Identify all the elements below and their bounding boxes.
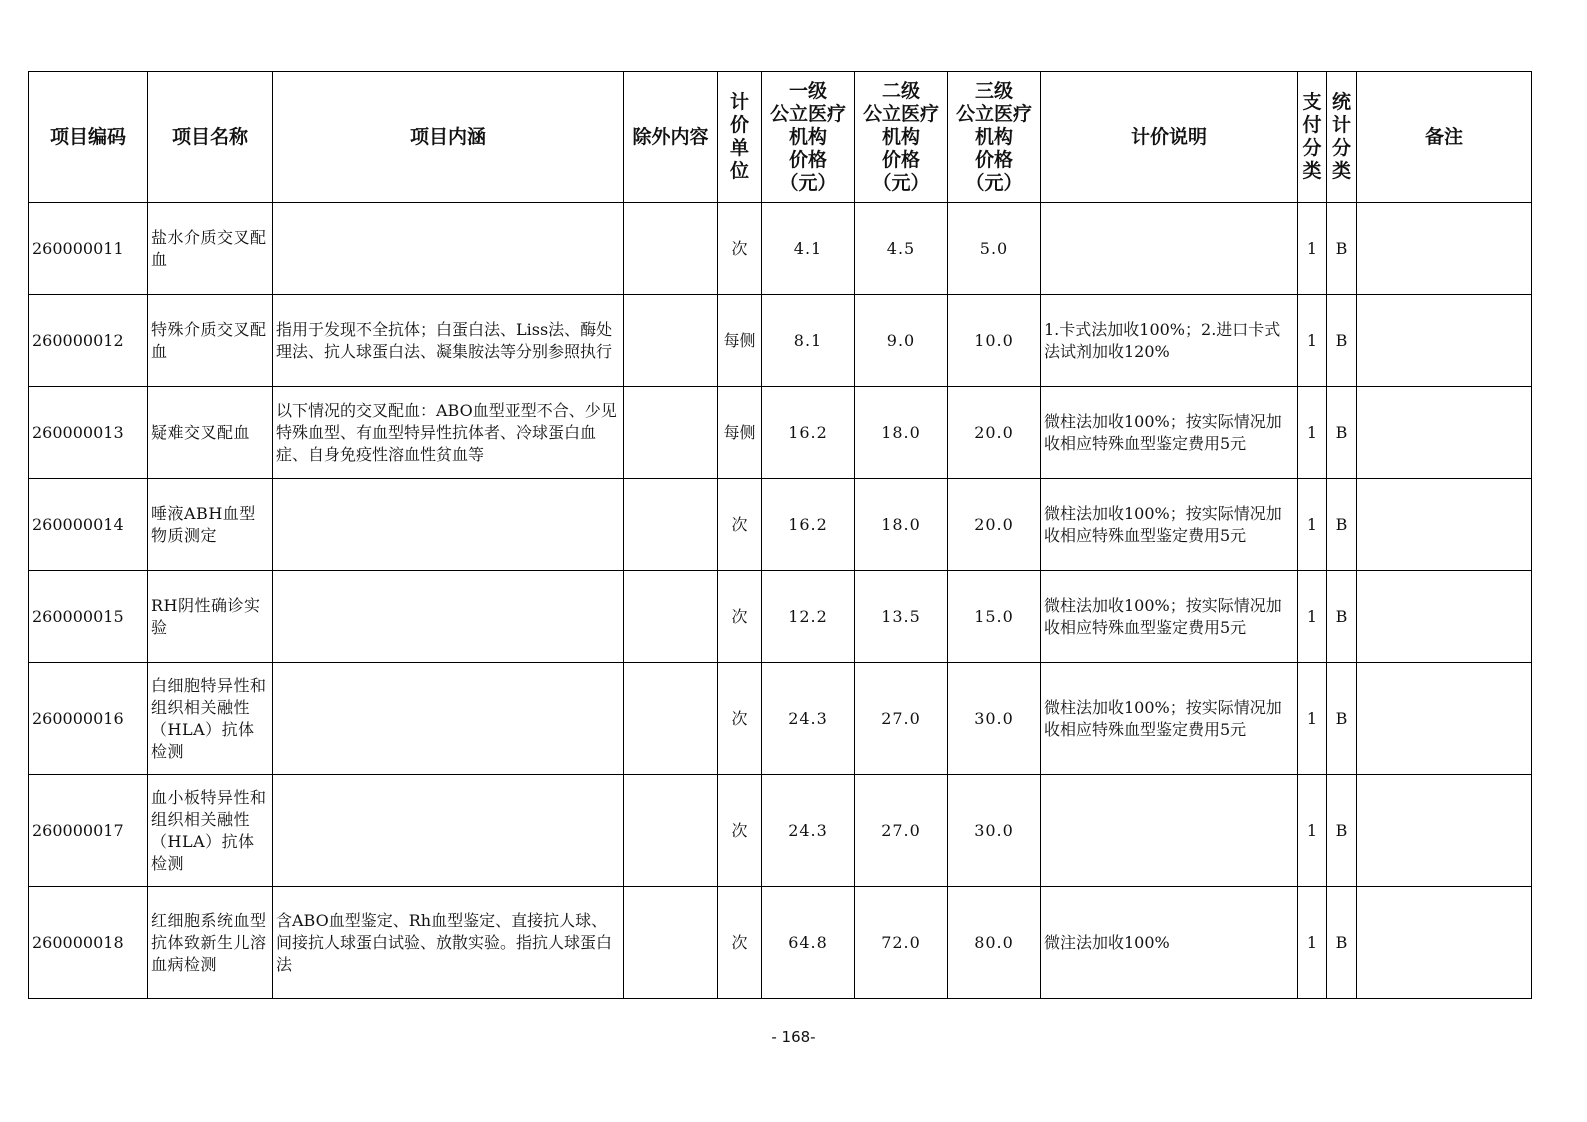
cell-code: 260000012 (29, 295, 148, 387)
cell-remarks (1357, 571, 1532, 663)
cell-remarks (1357, 887, 1532, 999)
cell-code: 260000016 (29, 663, 148, 775)
header-price-level2: 二级 公立医疗 机构 价格 （元） (855, 72, 948, 203)
cell-exclusion (624, 295, 718, 387)
cell-unit: 每侧 (718, 387, 762, 479)
cell-remarks (1357, 663, 1532, 775)
price-table (28, 71, 1532, 999)
cell-statistics: B (1327, 663, 1357, 775)
cell-content (273, 479, 624, 571)
cell-unit: 次 (718, 203, 762, 295)
cell-payment: 1 (1298, 887, 1327, 999)
cell-price-level3: 15.0 (948, 571, 1041, 663)
cell-exclusion (624, 887, 718, 999)
cell-exclusion (624, 479, 718, 571)
cell-statistics: B (1327, 479, 1357, 571)
cell-explanation: 微柱法加收100%；按实际情况加收相应特殊血型鉴定费用5元 (1041, 571, 1298, 663)
cell-code: 260000015 (29, 571, 148, 663)
table-row (29, 387, 1532, 479)
cell-payment: 1 (1298, 387, 1327, 479)
cell-unit: 次 (718, 775, 762, 887)
cell-price-level2: 18.0 (855, 479, 948, 571)
cell-exclusion (624, 663, 718, 775)
table-row (29, 775, 1532, 887)
cell-price-level2: 4.5 (855, 203, 948, 295)
cell-name: RH阴性确诊实验 (148, 571, 273, 663)
cell-statistics: B (1327, 203, 1357, 295)
cell-remarks (1357, 775, 1532, 887)
cell-exclusion (624, 775, 718, 887)
cell-name: 血小板特异性和组织相关融性（HLA）抗体检测 (148, 775, 273, 887)
cell-price-level1: 12.2 (762, 571, 855, 663)
cell-payment: 1 (1298, 571, 1327, 663)
cell-explanation (1041, 203, 1298, 295)
cell-price-level2: 27.0 (855, 775, 948, 887)
cell-price-level3: 80.0 (948, 887, 1041, 999)
cell-content (273, 663, 624, 775)
table-row (29, 295, 1532, 387)
cell-price-level2: 18.0 (855, 387, 948, 479)
cell-unit: 次 (718, 887, 762, 999)
cell-code: 260000017 (29, 775, 148, 887)
cell-name: 唾液ABH血型物质测定 (148, 479, 273, 571)
cell-explanation: 微柱法加收100%；按实际情况加收相应特殊血型鉴定费用5元 (1041, 479, 1298, 571)
cell-name: 白细胞特异性和组织相关融性（HLA）抗体检测 (148, 663, 273, 775)
cell-price-level3: 5.0 (948, 203, 1041, 295)
cell-code: 260000014 (29, 479, 148, 571)
cell-payment: 1 (1298, 203, 1327, 295)
cell-name: 盐水介质交叉配血 (148, 203, 273, 295)
cell-price-level1: 8.1 (762, 295, 855, 387)
cell-unit: 次 (718, 479, 762, 571)
cell-price-level3: 20.0 (948, 387, 1041, 479)
header-statistics: 统计分类 (1327, 72, 1357, 203)
header-price-level3: 三级 公立医疗 机构 价格 （元） (948, 72, 1041, 203)
cell-unit: 每侧 (718, 295, 762, 387)
cell-exclusion (624, 571, 718, 663)
cell-price-level1: 4.1 (762, 203, 855, 295)
table-row (29, 663, 1532, 775)
cell-price-level1: 24.3 (762, 663, 855, 775)
cell-content (273, 571, 624, 663)
header-explanation: 计价说明 (1041, 72, 1298, 203)
cell-statistics: B (1327, 571, 1357, 663)
cell-statistics: B (1327, 295, 1357, 387)
cell-price-level3: 20.0 (948, 479, 1041, 571)
cell-price-level3: 30.0 (948, 663, 1041, 775)
cell-name: 红细胞系统血型抗体致新生儿溶血病检测 (148, 887, 273, 999)
table-row (29, 887, 1532, 999)
cell-payment: 1 (1298, 295, 1327, 387)
cell-explanation: 微柱法加收100%；按实际情况加收相应特殊血型鉴定费用5元 (1041, 387, 1298, 479)
header-price-level1: 一级 公立医疗 机构 价格 （元） (762, 72, 855, 203)
cell-price-level2: 9.0 (855, 295, 948, 387)
cell-unit: 次 (718, 571, 762, 663)
cell-payment: 1 (1298, 663, 1327, 775)
cell-content (273, 775, 624, 887)
header-payment: 支付分类 (1298, 72, 1327, 203)
cell-price-level3: 30.0 (948, 775, 1041, 887)
cell-payment: 1 (1298, 775, 1327, 887)
cell-unit: 次 (718, 663, 762, 775)
cell-explanation: 微柱法加收100%；按实际情况加收相应特殊血型鉴定费用5元 (1041, 663, 1298, 775)
cell-price-level1: 16.2 (762, 479, 855, 571)
page-number: - 168- (771, 1028, 816, 1046)
header-content: 项目内涵 (273, 72, 624, 203)
cell-remarks (1357, 203, 1532, 295)
cell-payment: 1 (1298, 479, 1327, 571)
cell-price-level2: 13.5 (855, 571, 948, 663)
cell-code: 260000013 (29, 387, 148, 479)
cell-statistics: B (1327, 887, 1357, 999)
header-name: 项目名称 (148, 72, 273, 203)
cell-price-level1: 16.2 (762, 387, 855, 479)
cell-code: 260000011 (29, 203, 148, 295)
cell-explanation (1041, 775, 1298, 887)
cell-price-level1: 64.8 (762, 887, 855, 999)
cell-content: 以下情况的交叉配血：ABO血型亚型不合、少见特殊血型、有血型特异性抗体者、冷球蛋白血症、自身免疫性溶血性贫血等 (273, 387, 624, 479)
cell-remarks (1357, 295, 1532, 387)
cell-code: 260000018 (29, 887, 148, 999)
cell-content: 指用于发现不全抗体；白蛋白法、Liss法、酶处理法、抗人球蛋白法、凝集胺法等分别参照执行 (273, 295, 624, 387)
cell-content: 含ABO血型鉴定、Rh血型鉴定、直接抗人球、间接抗人球蛋白试验、放散实验。指抗人球蛋白法 (273, 887, 624, 999)
cell-price-level2: 72.0 (855, 887, 948, 999)
table-row (29, 203, 1532, 295)
cell-name: 特殊介质交叉配血 (148, 295, 273, 387)
header-row (29, 72, 1532, 203)
cell-name: 疑难交叉配血 (148, 387, 273, 479)
cell-explanation: 微注法加收100% (1041, 887, 1298, 999)
cell-content (273, 203, 624, 295)
header-remarks: 备注 (1357, 72, 1532, 203)
header-exclusion: 除外内容 (624, 72, 718, 203)
cell-price-level3: 10.0 (948, 295, 1041, 387)
table-row (29, 571, 1532, 663)
header-unit: 计价单位 (718, 72, 762, 203)
cell-exclusion (624, 387, 718, 479)
header-code: 项目编码 (29, 72, 148, 203)
cell-statistics: B (1327, 775, 1357, 887)
cell-price-level2: 27.0 (855, 663, 948, 775)
cell-exclusion (624, 203, 718, 295)
cell-remarks (1357, 479, 1532, 571)
cell-explanation: 1.卡式法加收100%；2.进口卡式法试剂加收120% (1041, 295, 1298, 387)
cell-statistics: B (1327, 387, 1357, 479)
table-row (29, 479, 1532, 571)
cell-price-level1: 24.3 (762, 775, 855, 887)
cell-remarks (1357, 387, 1532, 479)
